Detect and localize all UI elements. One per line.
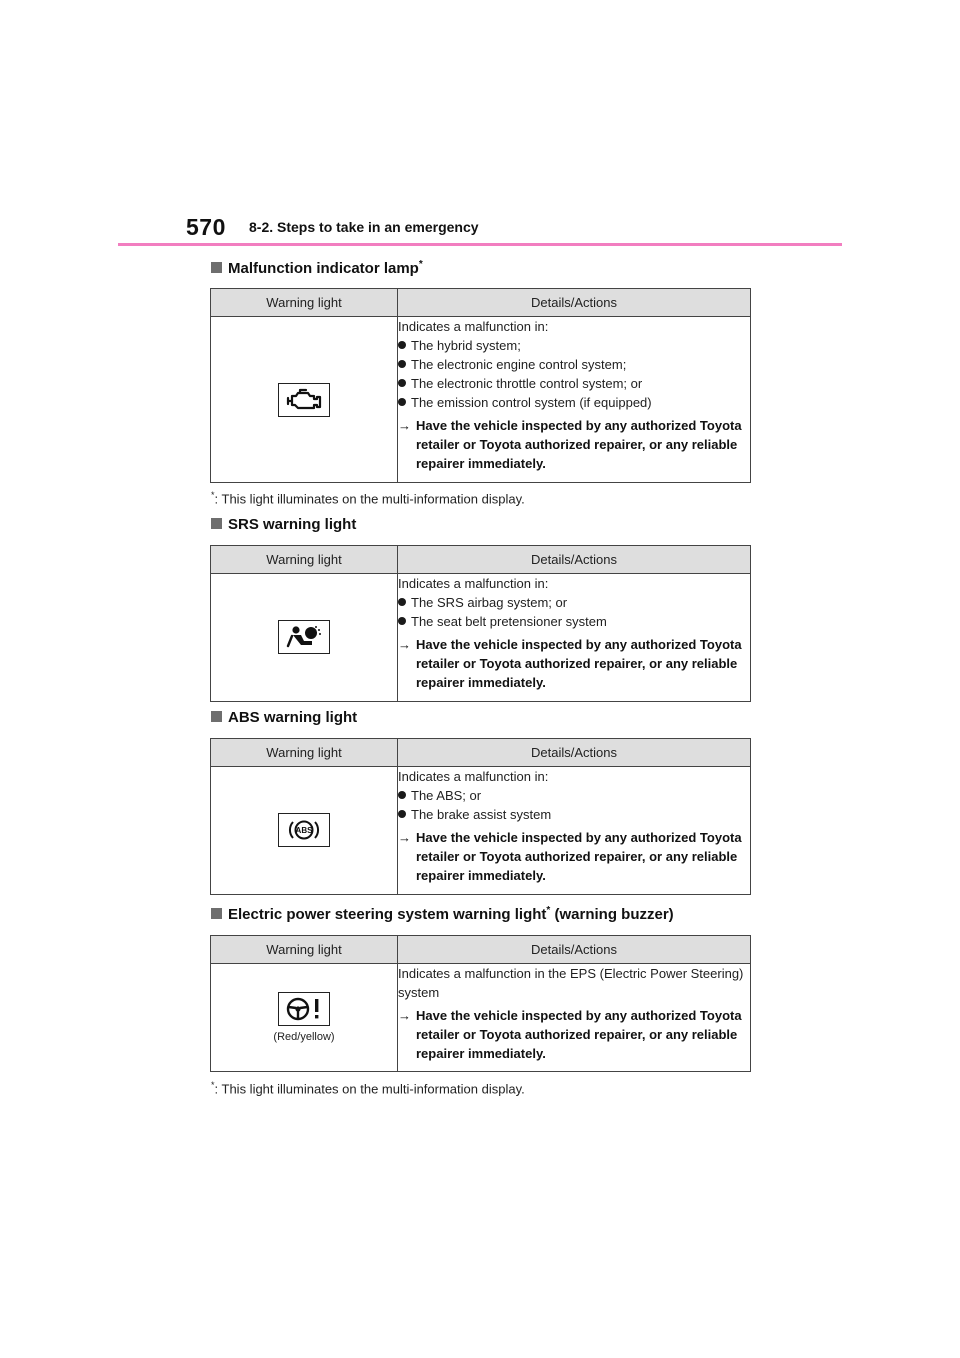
malfunction-lamp-table: [210, 288, 751, 483]
action-instruction: → Have the vehicle inspected by any authorized Toyota retailer or Toyota authorized repairer, or any reliable repairer immediately.: [398, 1008, 742, 1061]
action-instruction: → Have the vehicle inspected by any authorized Toyota retailer or Toyota authorized repairer, or any reliable repairer immediately.: [398, 637, 742, 690]
list-item: The SRS airbag system; or: [398, 593, 750, 612]
list-item: The ABS; or: [398, 786, 750, 805]
footnote: *: This light illuminates on the multi-information display.: [211, 1080, 525, 1097]
abs-icon-label: ABS: [295, 826, 313, 836]
heading-square-icon: [211, 908, 222, 919]
section-title: 8-2. Steps to take in an emergency: [249, 219, 479, 235]
abs-icon: [278, 813, 330, 847]
srs-airbag-icon: [278, 620, 330, 654]
table-header-warning-light: Warning light: [211, 739, 398, 767]
engine-check-icon: [278, 383, 330, 417]
details-intro: Indicates a malfunction in the EPS (Electric Power Steering) system: [398, 966, 744, 1000]
list-item: The hybrid system;: [398, 336, 750, 355]
table-header-warning-light: Warning light: [211, 289, 398, 317]
list-item: The electronic engine control system;: [398, 355, 750, 374]
srs-table: [210, 545, 751, 702]
warning-light-cell: [211, 317, 398, 483]
list-item: The brake assist system: [398, 805, 750, 824]
table-header-details-actions: Details/Actions: [398, 546, 751, 574]
steering-warning-icon: [278, 992, 330, 1026]
details-intro: Indicates a malfunction in:: [398, 319, 549, 334]
details-cell: [398, 767, 751, 895]
table-header-warning-light: Warning light: [211, 936, 398, 964]
eps-table: [210, 935, 751, 1072]
table-header-details-actions: Details/Actions: [398, 739, 751, 767]
action-instruction: → Have the vehicle inspected by any authorized Toyota retailer or Toyota authorized repairer, or any reliable repairer immediately.: [398, 830, 742, 883]
heading-srs-warning-light: SRS warning light: [211, 516, 356, 533]
arrow-icon: →: [398, 418, 411, 433]
heading-square-icon: [211, 262, 222, 273]
icon-caption: (Red/yellow): [273, 1031, 335, 1043]
warning-light-cell: [211, 964, 398, 1072]
table-header-details-actions: Details/Actions: [398, 936, 751, 964]
heading-malfunction-indicator-lamp: Malfunction indicator lamp*: [211, 259, 423, 277]
warning-light-cell: [211, 574, 398, 702]
details-cell: [398, 574, 751, 702]
arrow-icon: →: [398, 830, 411, 845]
list-item: The seat belt pretensioner system: [398, 612, 750, 631]
arrow-icon: →: [398, 637, 411, 652]
footnote: *: This light illuminates on the multi-information display.: [211, 490, 525, 507]
table-header-details-actions: Details/Actions: [398, 289, 751, 317]
warning-light-cell: [211, 767, 398, 895]
details-cell: [398, 964, 751, 1072]
heading-square-icon: [211, 518, 222, 529]
list-item: The electronic throttle control system; or: [398, 374, 750, 393]
list-item: The emission control system (if equipped): [398, 393, 750, 412]
arrow-icon: →: [398, 1008, 411, 1023]
header-divider: [118, 243, 842, 246]
heading-square-icon: [211, 711, 222, 722]
heading-abs-warning-light: ABS warning light: [211, 709, 357, 726]
details-cell: [398, 317, 751, 483]
page-number: 570: [186, 214, 226, 240]
heading-eps-warning-light: Electric power steering system warning light* (warning buzzer): [211, 905, 674, 923]
details-intro: Indicates a malfunction in:: [398, 769, 549, 784]
details-intro: Indicates a malfunction in:: [398, 576, 549, 591]
abs-table: [210, 738, 751, 895]
action-instruction: → Have the vehicle inspected by any authorized Toyota retailer or Toyota authorized repairer, or any reliable repairer immediately.: [398, 418, 742, 471]
table-header-warning-light: Warning light: [211, 546, 398, 574]
